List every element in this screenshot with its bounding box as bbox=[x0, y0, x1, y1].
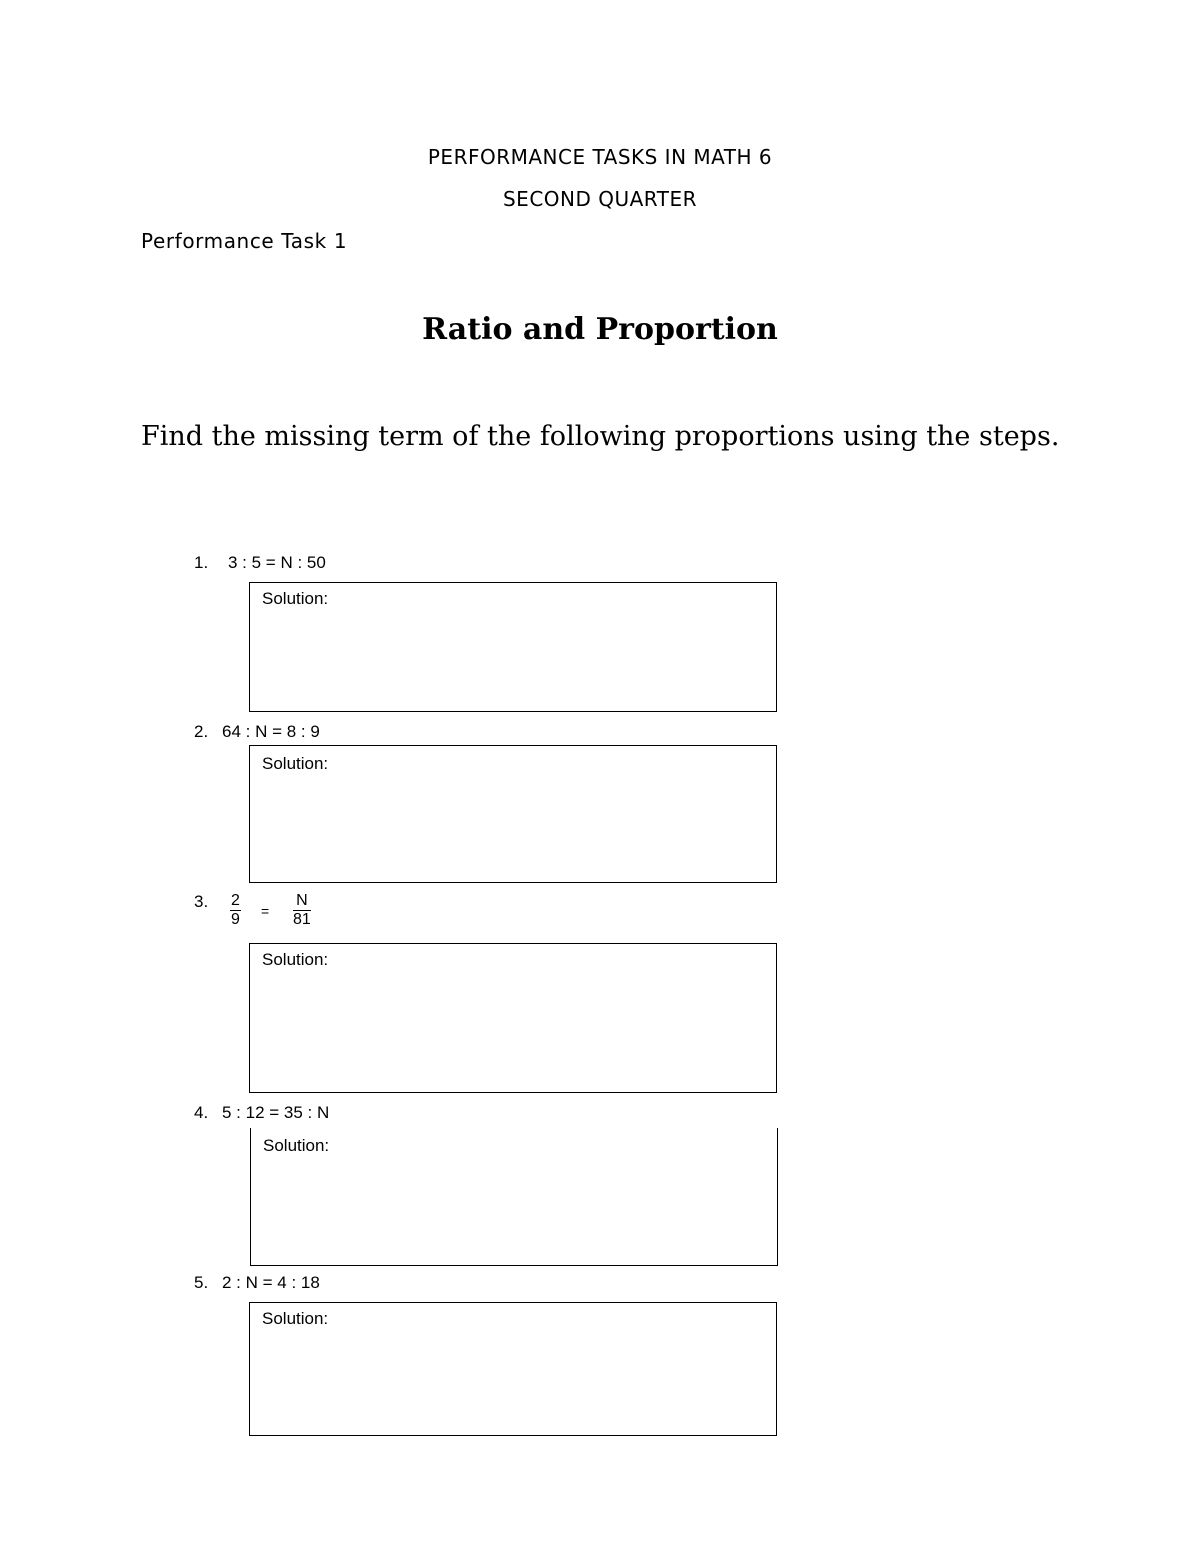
solution-box-1[interactable] bbox=[249, 582, 777, 712]
problem-number: 3. bbox=[194, 892, 209, 911]
solution-label: Solution: bbox=[262, 589, 329, 608]
problem-1 bbox=[194, 553, 494, 575]
problem-expression: 2 : N = 4 : 18 bbox=[222, 1273, 320, 1292]
fraction-denominator: 9 bbox=[231, 911, 240, 928]
solution-box-3[interactable] bbox=[249, 943, 777, 1093]
problem-number: 1. bbox=[194, 553, 209, 572]
solution-box-4[interactable] bbox=[250, 1128, 778, 1266]
fraction-right bbox=[293, 892, 311, 929]
problem-expression: 5 : 12 = 35 : N bbox=[222, 1103, 330, 1122]
problem-4 bbox=[194, 1103, 494, 1125]
problem-5 bbox=[194, 1273, 494, 1295]
instructions: Find the missing term of the following proportions using the steps. bbox=[141, 421, 1060, 452]
problem-2 bbox=[194, 722, 494, 744]
document-header-quarter: SECOND QUARTER bbox=[502, 187, 697, 211]
problem-expression: 64 : N = 8 : 9 bbox=[222, 722, 320, 741]
fraction-numerator: N bbox=[293, 892, 311, 911]
problem-3 bbox=[194, 892, 394, 934]
solution-label: Solution: bbox=[262, 950, 329, 969]
fraction-numerator: 2 bbox=[231, 892, 240, 909]
page-title: Ratio and Proportion bbox=[422, 312, 778, 347]
task-label: Performance Task 1 bbox=[141, 229, 348, 253]
solution-box-2[interactable] bbox=[249, 745, 777, 883]
solution-label: Solution: bbox=[262, 754, 329, 773]
problem-number: 2. bbox=[194, 722, 209, 741]
equals-sign: = bbox=[261, 903, 270, 919]
problem-number: 4. bbox=[194, 1103, 209, 1122]
solution-label: Solution: bbox=[262, 1309, 329, 1328]
fraction-left bbox=[230, 892, 241, 929]
problem-number: 5. bbox=[194, 1273, 209, 1292]
document-header-title: PERFORMANCE TASKS IN MATH 6 bbox=[427, 145, 773, 169]
solution-box-5[interactable] bbox=[249, 1302, 777, 1436]
fraction-denominator: 81 bbox=[293, 911, 311, 928]
solution-label: Solution: bbox=[263, 1136, 330, 1155]
problem-expression: 3 : 5 = N : 50 bbox=[228, 553, 326, 572]
